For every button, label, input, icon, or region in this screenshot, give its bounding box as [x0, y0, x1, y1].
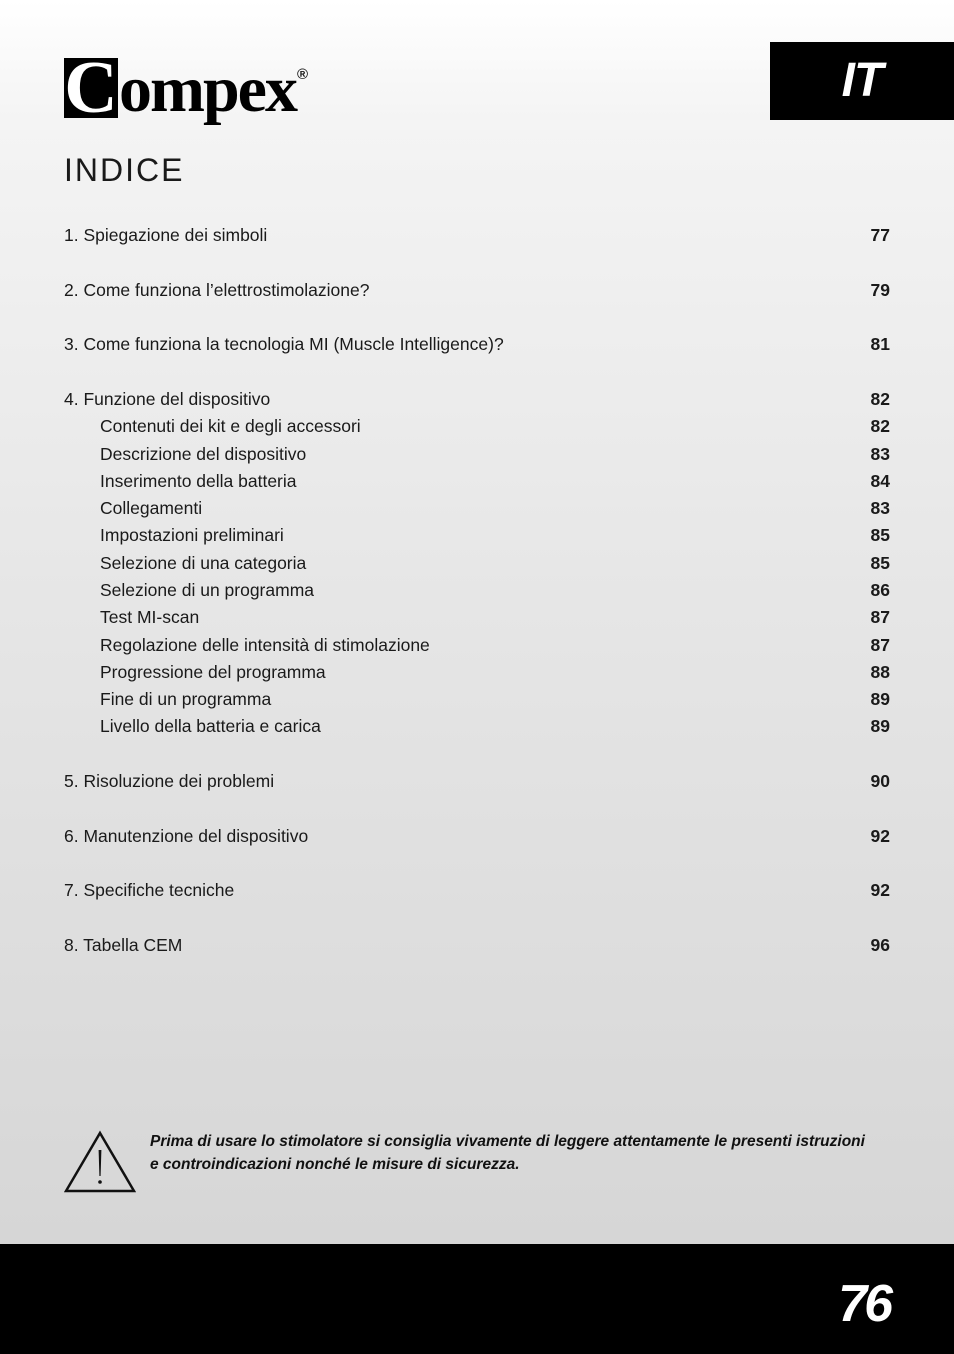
toc-spacer — [64, 850, 890, 877]
toc-subentry[interactable] — [64, 495, 890, 522]
toc-entry[interactable] — [64, 877, 890, 904]
warning-notice — [64, 1130, 890, 1194]
toc-subentry[interactable] — [64, 686, 890, 713]
toc-entry-page: 77 — [870, 225, 890, 246]
toc-entry-page: 84 — [870, 470, 890, 491]
table-of-contents — [64, 222, 890, 959]
toc-entry-page: 82 — [870, 388, 890, 409]
toc-subentry[interactable] — [64, 713, 890, 740]
toc-subentry[interactable] — [64, 550, 890, 577]
toc-entry-label: 4. Funzione del dispositivo — [64, 388, 271, 409]
registered-mark: ® — [296, 66, 309, 83]
toc-entry-label: 8. Tabella CEM — [64, 934, 183, 955]
toc-entry-page: 90 — [870, 771, 890, 792]
toc-subentry[interactable] — [64, 659, 890, 686]
toc-entry-page: 81 — [870, 334, 890, 355]
toc-spacer — [64, 358, 890, 385]
toc-entry-label: Impostazioni preliminari — [100, 525, 284, 546]
toc-subentry[interactable] — [64, 440, 890, 467]
toc-spacer — [64, 304, 890, 331]
logo-wordmark: ompex — [119, 53, 296, 126]
toc-spacer — [64, 904, 890, 931]
toc-entry[interactable] — [64, 331, 890, 358]
toc-entry-page: 79 — [870, 279, 890, 300]
language-tab: IT — [770, 42, 954, 120]
toc-entry-label: 7. Specifiche tecniche — [64, 880, 235, 901]
toc-entry[interactable] — [64, 386, 890, 413]
toc-entry-page: 88 — [870, 661, 890, 682]
toc-subentry[interactable] — [64, 604, 890, 631]
page-title: INDICE — [64, 152, 185, 188]
toc-entry-page: 83 — [870, 498, 890, 519]
toc-entry-label: Regolazione delle intensità di stimolazione — [100, 634, 430, 655]
toc-subentry[interactable] — [64, 413, 890, 440]
toc-entry-label: 2. Come funziona l’elettrostimolazione? — [64, 279, 370, 300]
toc-entry-page: 82 — [870, 416, 890, 437]
toc-entry-page: 86 — [870, 580, 890, 600]
toc-entry-label: Contenuti dei kit e degli accessori — [100, 416, 361, 437]
toc-subentry[interactable] — [64, 468, 890, 495]
toc-entry-label: 5. Risoluzione dei problemi — [64, 771, 275, 792]
toc-entry[interactable] — [64, 277, 890, 304]
toc-entry-page: 85 — [870, 525, 890, 546]
toc-subentry[interactable] — [64, 631, 890, 658]
warning-text — [150, 1130, 865, 1176]
toc-entry-page: 83 — [870, 443, 890, 464]
toc-subentry[interactable] — [64, 522, 890, 549]
toc-entry-label: 1. Spiegazione dei simboli — [64, 225, 268, 246]
toc-entry-page: 89 — [870, 689, 890, 710]
toc-entry[interactable] — [64, 222, 890, 249]
toc-entry-label: Progressione del programma — [100, 661, 326, 682]
toc-entry[interactable] — [64, 768, 890, 795]
toc-entry-label: Collegamenti — [100, 498, 203, 519]
toc-entry[interactable] — [64, 932, 890, 959]
toc-entry-page: 87 — [870, 634, 890, 655]
toc-spacer — [64, 795, 890, 822]
toc-spacer — [64, 741, 890, 768]
toc-entry-label: Livello della batteria e carica — [100, 716, 321, 737]
toc-entry-page: 85 — [870, 552, 890, 573]
toc-entry-label: 6. Manutenzione del dispositivo — [64, 825, 309, 846]
toc-entry-label: Fine di un programma — [100, 689, 272, 710]
toc-entry-label: Selezione di una categoria — [100, 552, 307, 573]
warning-line-1: Prima di usare lo stimolatore si consiglia vivamente di leggere attentamente le presenti istruzioni — [150, 1133, 865, 1150]
toc-entry-label: Selezione di un programma — [100, 580, 315, 600]
warning-triangle-icon — [64, 1130, 136, 1194]
toc-entry-page: 89 — [870, 716, 890, 737]
page-number: 76 — [838, 1275, 890, 1333]
toc-entry-label: Test MI-scan — [100, 607, 200, 628]
toc-entry-page: 92 — [870, 825, 890, 846]
toc-subentry[interactable] — [64, 577, 890, 604]
footer-bar — [0, 1244, 954, 1354]
toc-entry-label: Descrizione del dispositivo — [100, 443, 307, 464]
toc-entry-label: Inserimento della batteria — [100, 470, 297, 491]
toc-entry-page: 96 — [870, 934, 890, 955]
toc-entry-page: 87 — [870, 607, 890, 628]
toc-spacer — [64, 249, 890, 276]
warning-line-2: e controindicazioni nonché le misure di sicurezza. — [150, 1156, 520, 1173]
toc-entry-page: 92 — [870, 880, 890, 901]
toc-entry-label: 3. Come funziona la tecnologia MI (Muscle Intelligence)? — [64, 334, 504, 355]
compex-logo — [64, 44, 309, 126]
toc-entry[interactable] — [64, 823, 890, 850]
logo-initial-block: C — [64, 58, 118, 118]
